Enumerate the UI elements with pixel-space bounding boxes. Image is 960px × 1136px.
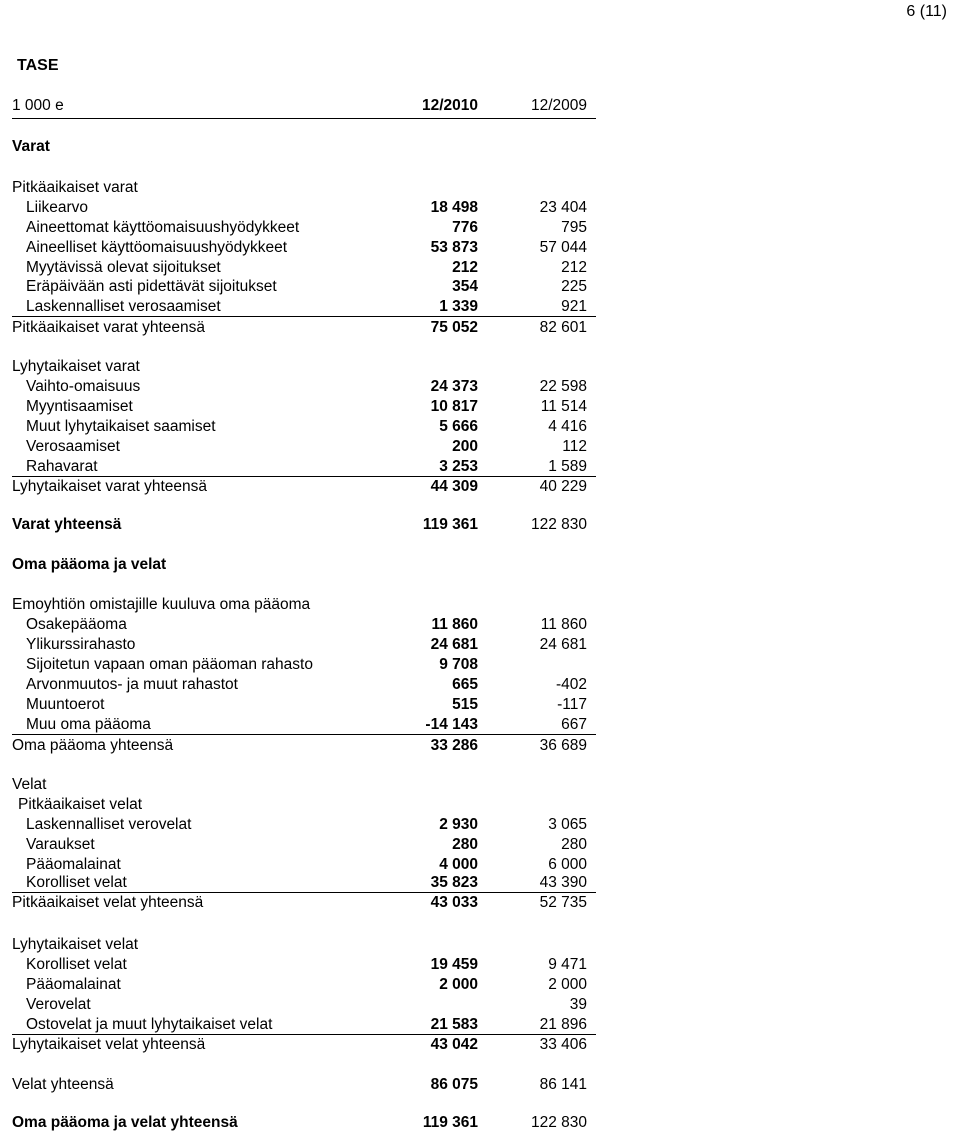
row-label: Varaukset bbox=[26, 836, 95, 853]
table-row bbox=[12, 873, 596, 893]
value-2009: 43 390 bbox=[539, 874, 587, 891]
value-2009: 921 bbox=[561, 298, 587, 315]
row-label: Verosaamiset bbox=[26, 438, 120, 455]
table-row bbox=[12, 1075, 596, 1094]
row-label: Osakepääoma bbox=[26, 616, 127, 633]
value-2010: 86 075 bbox=[430, 1076, 478, 1093]
table-row bbox=[12, 935, 596, 954]
value-2010: 3 253 bbox=[439, 458, 478, 475]
value-2010: 354 bbox=[452, 278, 478, 295]
row-label: Rahavarat bbox=[26, 458, 98, 475]
table-row bbox=[12, 975, 596, 994]
row-label: Lyhytaikaiset varat bbox=[12, 358, 140, 375]
table-row bbox=[12, 198, 596, 217]
value-2010: 18 498 bbox=[430, 199, 478, 216]
value-2010: 53 873 bbox=[430, 239, 478, 256]
value-2009: 86 141 bbox=[539, 1076, 587, 1093]
value-2010: 2 000 bbox=[439, 976, 478, 993]
row-label: Pääomalainat bbox=[26, 976, 121, 993]
value-2009: 21 896 bbox=[539, 1016, 587, 1033]
value-2009: 36 689 bbox=[539, 737, 587, 754]
row-label: Liikearvo bbox=[26, 199, 89, 216]
value-2009: 122 830 bbox=[530, 1114, 587, 1131]
column-header-2010: 12/2010 bbox=[421, 97, 478, 114]
row-label: Pitkäaikaiset velat bbox=[18, 796, 143, 813]
value-2009: 112 bbox=[562, 438, 587, 455]
row-label: Muu oma pääoma bbox=[26, 716, 151, 733]
value-2010: 24 681 bbox=[430, 636, 478, 653]
value-2009: 52 735 bbox=[539, 894, 587, 911]
row-label: Emoyhtiön omistajille kuuluva oma pääoma bbox=[12, 596, 311, 613]
table-row bbox=[12, 178, 596, 197]
value-2010: 515 bbox=[452, 696, 478, 713]
value-2010: 35 823 bbox=[430, 874, 478, 891]
value-2009: 39 bbox=[569, 996, 587, 1013]
row-label: Ostovelat ja muut lyhytaikaiset velat bbox=[26, 1016, 273, 1033]
table-row bbox=[12, 357, 596, 376]
value-2009: 82 601 bbox=[539, 319, 587, 336]
table-row bbox=[12, 955, 596, 974]
row-label: Pitkäaikaiset velat yhteensä bbox=[12, 894, 204, 911]
table-row bbox=[12, 815, 596, 834]
row-label: Myyntisaamiset bbox=[26, 398, 133, 415]
row-label: Varat bbox=[12, 138, 50, 155]
row-label: Verovelat bbox=[26, 996, 91, 1013]
value-2010: 5 666 bbox=[439, 418, 478, 435]
table-row bbox=[12, 635, 596, 654]
value-2010: 43 042 bbox=[430, 1036, 478, 1053]
value-2010: 776 bbox=[452, 219, 478, 236]
row-label: Pitkäaikaiset varat yhteensä bbox=[12, 319, 205, 336]
value-2010: -14 143 bbox=[425, 716, 478, 733]
table-row bbox=[12, 417, 596, 436]
row-label: Varat yhteensä bbox=[12, 516, 122, 533]
table-row bbox=[12, 655, 596, 674]
row-label: Lyhytaikaiset velat yhteensä bbox=[12, 1036, 206, 1053]
table-row bbox=[12, 555, 596, 574]
row-label: Eräpäivään asti pidettävät sijoitukset bbox=[26, 278, 277, 295]
table-row bbox=[12, 1113, 596, 1132]
row-label: Oma pääoma yhteensä bbox=[12, 737, 174, 754]
row-label: Myytävissä olevat sijoitukset bbox=[26, 259, 221, 276]
value-2009: -402 bbox=[555, 676, 587, 693]
row-label: Lyhytaikaiset varat yhteensä bbox=[12, 478, 208, 495]
table-row bbox=[12, 736, 596, 755]
value-2009: 667 bbox=[561, 716, 587, 733]
row-label: Pääomalainat bbox=[26, 856, 121, 873]
value-2010: 19 459 bbox=[430, 956, 478, 973]
table-row bbox=[12, 218, 596, 237]
row-label: Ylikurssirahasto bbox=[26, 636, 136, 653]
row-label: Arvonmuutos- ja muut rahastot bbox=[26, 676, 238, 693]
table-row bbox=[12, 995, 596, 1014]
value-2009: 2 000 bbox=[548, 976, 587, 993]
value-2009: 280 bbox=[561, 836, 587, 853]
row-label: Velat yhteensä bbox=[12, 1076, 114, 1093]
row-label: Oma pääoma ja velat bbox=[12, 556, 167, 573]
table-row bbox=[12, 457, 596, 477]
table-row bbox=[12, 615, 596, 634]
table-row bbox=[12, 1035, 596, 1054]
page-title: TASE bbox=[17, 57, 59, 74]
value-2009: 212 bbox=[561, 259, 587, 276]
row-label: Muuntoerot bbox=[26, 696, 105, 713]
column-header bbox=[12, 97, 596, 119]
table-row bbox=[12, 595, 596, 614]
value-2010: 33 286 bbox=[430, 737, 478, 754]
row-label: Vaihto-omaisuus bbox=[26, 378, 141, 395]
value-2010: 1 339 bbox=[439, 298, 478, 315]
table-row bbox=[12, 795, 596, 814]
table-row bbox=[12, 835, 596, 854]
value-2010: 665 bbox=[452, 676, 478, 693]
value-2009: 1 589 bbox=[548, 458, 587, 475]
value-2010: 21 583 bbox=[430, 1016, 478, 1033]
table-row bbox=[12, 137, 596, 156]
value-2010: 43 033 bbox=[430, 894, 478, 911]
value-2010: 10 817 bbox=[430, 398, 478, 415]
value-2009: 11 860 bbox=[540, 616, 587, 633]
value-2009: 22 598 bbox=[539, 378, 587, 395]
table-row bbox=[12, 258, 596, 277]
unit-label: 1 000 e bbox=[12, 97, 64, 114]
table-row bbox=[12, 893, 596, 912]
value-2010: 4 000 bbox=[439, 856, 478, 873]
table-row bbox=[12, 477, 596, 496]
value-2010: 119 361 bbox=[422, 516, 478, 533]
table-row bbox=[12, 377, 596, 396]
row-label: Korolliset velat bbox=[26, 956, 127, 973]
value-2009: 3 065 bbox=[548, 816, 587, 833]
value-2009: 225 bbox=[561, 278, 587, 295]
table-row bbox=[12, 277, 596, 296]
table-row bbox=[12, 397, 596, 416]
page-number: 6 (11) bbox=[906, 3, 947, 20]
row-label: Laskennalliset verosaamiset bbox=[26, 298, 221, 315]
value-2010: 119 361 bbox=[422, 1114, 478, 1131]
value-2009: 23 404 bbox=[539, 199, 587, 216]
value-2009: 57 044 bbox=[539, 239, 587, 256]
row-label: Korolliset velat bbox=[26, 874, 127, 891]
value-2009: 795 bbox=[561, 219, 587, 236]
row-label: Aineelliset käyttöomaisuushyödykkeet bbox=[26, 239, 288, 256]
value-2010: 75 052 bbox=[430, 319, 478, 336]
row-label: Sijoitetun vapaan oman pääoman rahasto bbox=[26, 656, 313, 673]
value-2009: 33 406 bbox=[539, 1036, 587, 1053]
table-row bbox=[12, 1015, 596, 1035]
row-label: Laskennalliset verovelat bbox=[26, 816, 192, 833]
row-label: Lyhytaikaiset velat bbox=[12, 936, 139, 953]
value-2009: 11 514 bbox=[540, 398, 587, 415]
table-row bbox=[12, 297, 596, 317]
row-label: Muut lyhytaikaiset saamiset bbox=[26, 418, 216, 435]
table-row bbox=[12, 715, 596, 735]
table-row bbox=[12, 238, 596, 257]
value-2009: 24 681 bbox=[539, 636, 587, 653]
value-2009: 122 830 bbox=[530, 516, 587, 533]
value-2010: 2 930 bbox=[439, 816, 478, 833]
value-2009: 6 000 bbox=[548, 856, 587, 873]
value-2009: -117 bbox=[557, 696, 587, 713]
row-label: Velat bbox=[12, 776, 47, 793]
row-label: Oma pääoma ja velat yhteensä bbox=[12, 1114, 238, 1131]
value-2009: 9 471 bbox=[548, 956, 587, 973]
table-row bbox=[12, 318, 596, 337]
value-2010: 11 860 bbox=[431, 616, 478, 633]
value-2010: 200 bbox=[452, 438, 478, 455]
table-row bbox=[12, 515, 596, 534]
value-2010: 280 bbox=[452, 836, 478, 853]
table-row bbox=[12, 695, 596, 714]
value-2010: 24 373 bbox=[430, 378, 478, 395]
value-2010: 212 bbox=[452, 259, 478, 276]
table-row bbox=[12, 775, 596, 794]
value-2009: 40 229 bbox=[539, 478, 587, 495]
table-row bbox=[12, 855, 596, 874]
value-2010: 44 309 bbox=[430, 478, 478, 495]
row-label: Aineettomat käyttöomaisuushyödykkeet bbox=[26, 219, 300, 236]
value-2010: 9 708 bbox=[439, 656, 478, 673]
table-row bbox=[12, 675, 596, 694]
column-header-2009: 12/2009 bbox=[530, 97, 587, 114]
value-2009: 4 416 bbox=[548, 418, 587, 435]
table-row bbox=[12, 437, 596, 456]
row-label: Pitkäaikaiset varat bbox=[12, 179, 138, 196]
